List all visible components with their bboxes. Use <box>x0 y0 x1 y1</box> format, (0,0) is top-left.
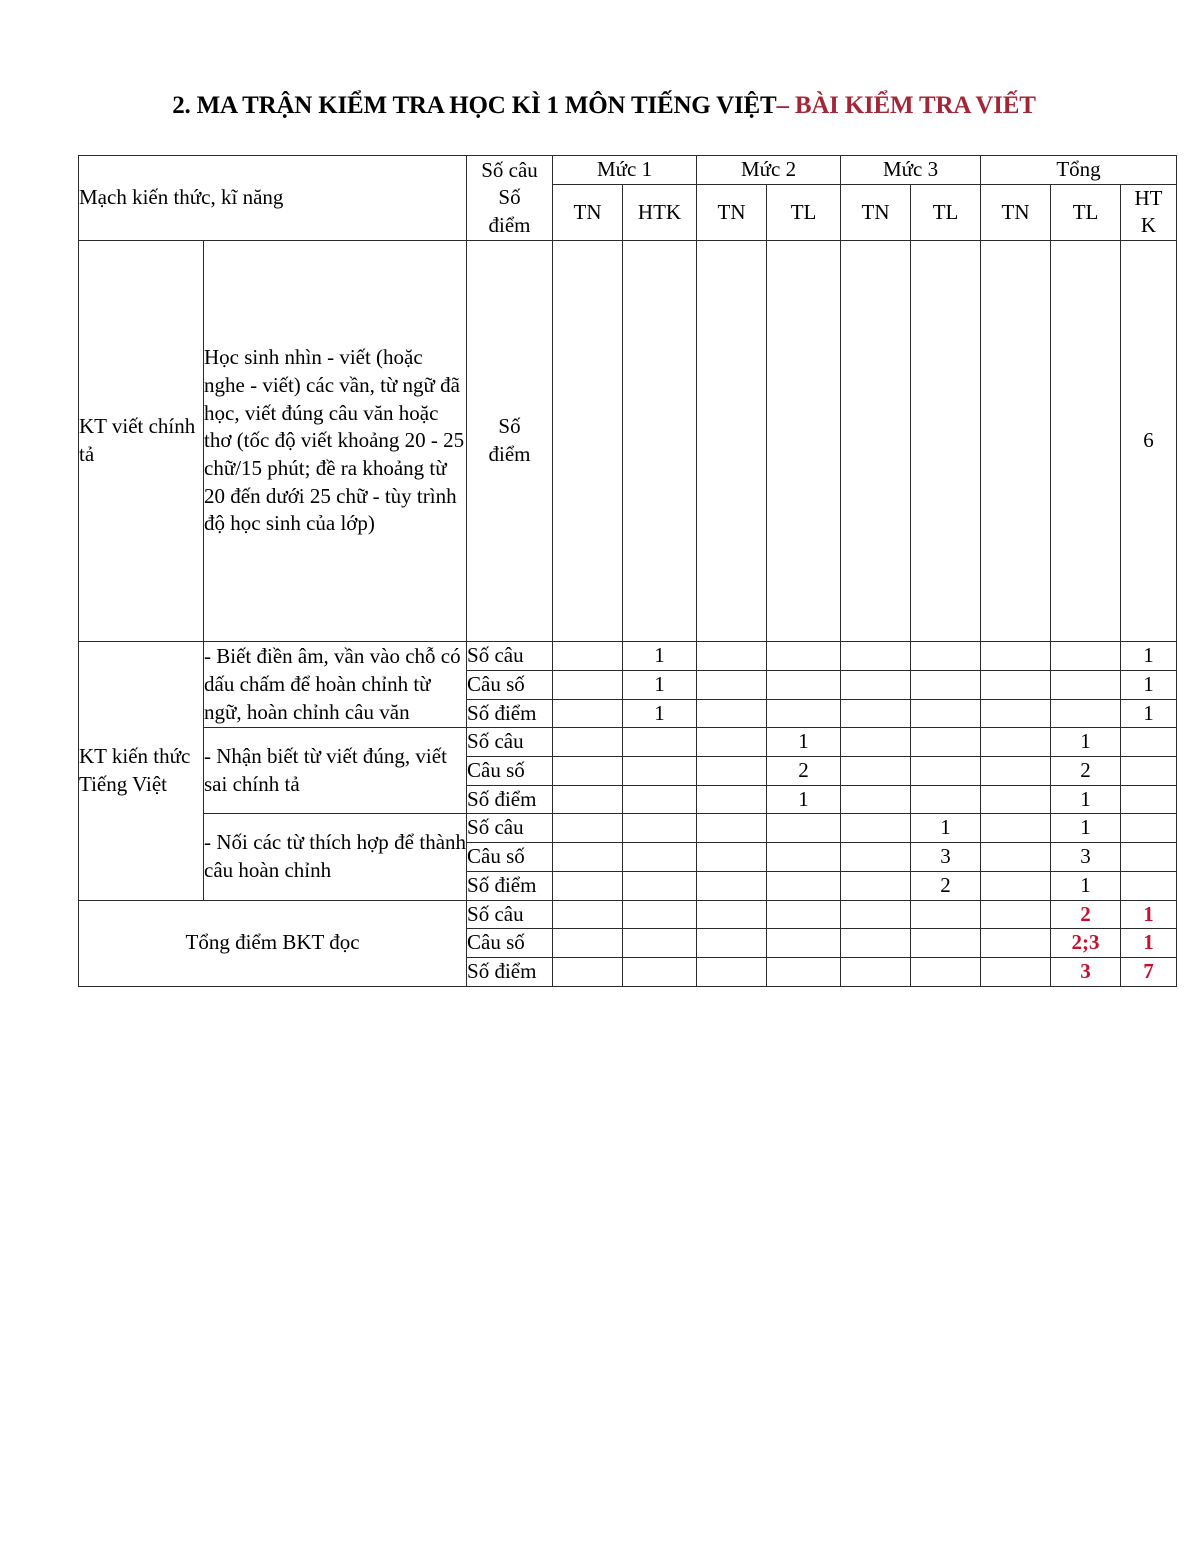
cell-muc2-tn <box>697 642 767 671</box>
cell-muc3-tn <box>841 699 911 728</box>
row-label-so-cau: Số câu <box>467 728 553 757</box>
cell-muc3-tl <box>911 241 981 642</box>
cell-muc1-htk <box>623 728 697 757</box>
header-sub-muc2-tl: TL <box>767 184 841 240</box>
row-label-so-diem <box>467 241 553 642</box>
cell-tong-tn <box>981 642 1051 671</box>
cell-muc1-htk <box>623 929 697 958</box>
cell-muc2-tn <box>697 814 767 843</box>
cell-muc3-tl <box>911 642 981 671</box>
cell-muc1-tn <box>553 843 623 872</box>
row-label-cau-so: Câu số <box>467 843 553 872</box>
section-name-kt-viet-chinh-ta: KT viết chính tả <box>79 241 204 642</box>
cell-muc3-tl: 2 <box>911 871 981 900</box>
total-row-name: Tổng điểm BKT đọc <box>79 900 467 986</box>
cell-muc3-tl: 3 <box>911 843 981 872</box>
cell-muc3-tl <box>911 757 981 786</box>
cell-muc1-htk <box>623 814 697 843</box>
cell-muc3-tl <box>911 728 981 757</box>
header-sub-muc1-tn: TN <box>553 184 623 240</box>
cell-muc3-tn <box>841 843 911 872</box>
cell-muc3-tl <box>911 670 981 699</box>
cell-muc3-tn <box>841 728 911 757</box>
cell-muc2-tl <box>767 871 841 900</box>
cell-muc1-tn <box>553 929 623 958</box>
cell-muc2-tl <box>767 929 841 958</box>
cell-tong-tl: 2;3 <box>1051 929 1121 958</box>
cell-muc3-tn <box>841 241 911 642</box>
cell-muc2-tn <box>697 670 767 699</box>
cell-muc3-tn <box>841 929 911 958</box>
header-sub-tong-htk-line1: HT <box>1134 185 1163 210</box>
cell-tong-tl: 3 <box>1051 958 1121 987</box>
cell-tong-tn <box>981 843 1051 872</box>
row-label-so-cau: Số câu <box>467 642 553 671</box>
cell-muc2-tl: 1 <box>767 728 841 757</box>
header-sub-muc3-tl: TL <box>911 184 981 240</box>
cell-muc1-tn <box>553 241 623 642</box>
cell-muc2-tn <box>697 699 767 728</box>
cell-tong-htk: 6 <box>1121 241 1177 642</box>
row-label-line1: Số <box>498 414 521 439</box>
page-title-separator: – <box>776 92 795 119</box>
cell-tong-htk: 1 <box>1121 699 1177 728</box>
cell-muc1-tn <box>553 958 623 987</box>
cell-tong-tl <box>1051 642 1121 671</box>
cell-muc2-tl <box>767 843 841 872</box>
block-description-2: - Nối các từ thích hợp để thành câu hoàn chỉnh <box>204 814 467 900</box>
cell-muc1-tn <box>553 699 623 728</box>
cell-tong-tn <box>981 757 1051 786</box>
cell-tong-tn <box>981 728 1051 757</box>
cell-tong-tl <box>1051 699 1121 728</box>
table-row <box>79 642 1177 671</box>
cell-muc3-tn <box>841 814 911 843</box>
table-row <box>79 728 1177 757</box>
cell-muc2-tl <box>767 670 841 699</box>
cell-muc2-tl <box>767 699 841 728</box>
table-row <box>79 814 1177 843</box>
cell-muc1-htk <box>623 871 697 900</box>
header-group-muc-2: Mức 2 <box>697 156 841 185</box>
section-name-kt-kien-thuc-tieng-viet: KT kiến thức Tiếng Việt <box>79 642 204 900</box>
cell-tong-tl: 1 <box>1051 728 1121 757</box>
row-label-so-diem: Số điểm <box>467 871 553 900</box>
cell-muc1-tn <box>553 900 623 929</box>
cell-muc2-tl <box>767 241 841 642</box>
cell-muc2-tn <box>697 871 767 900</box>
row-label-so-diem: Số điểm <box>467 699 553 728</box>
cell-tong-htk <box>1121 843 1177 872</box>
row-label-cau-so: Câu số <box>467 757 553 786</box>
header-sub-muc2-tn: TN <box>697 184 767 240</box>
cell-tong-htk: 1 <box>1121 642 1177 671</box>
header-sub-muc3-tn: TN <box>841 184 911 240</box>
cell-tong-tl: 1 <box>1051 814 1121 843</box>
cell-muc1-htk <box>623 958 697 987</box>
header-sub-tong-htk <box>1121 184 1177 240</box>
cell-tong-tn <box>981 929 1051 958</box>
cell-tong-tn <box>981 670 1051 699</box>
exam-matrix-table <box>78 155 1177 987</box>
cell-tong-htk <box>1121 728 1177 757</box>
cell-muc3-tn <box>841 958 911 987</box>
cell-muc3-tl <box>911 785 981 814</box>
table-row <box>79 900 1177 929</box>
cell-muc2-tn <box>697 843 767 872</box>
cell-muc3-tn <box>841 871 911 900</box>
page-title-black: 2. MA TRẬN KIỂM TRA HỌC KÌ 1 MÔN TIẾNG VIỆT <box>172 92 777 119</box>
cell-muc1-htk <box>623 785 697 814</box>
cell-tong-tn <box>981 814 1051 843</box>
cell-muc1-htk <box>623 757 697 786</box>
cell-tong-tl <box>1051 241 1121 642</box>
header-sub-tong-htk-line2: K <box>1140 213 1157 238</box>
block-description-1: - Nhận biết từ viết đúng, viết sai chính tả <box>204 728 467 814</box>
cell-muc3-tn <box>841 757 911 786</box>
cell-muc3-tl <box>911 900 981 929</box>
cell-muc1-tn <box>553 757 623 786</box>
cell-muc1-tn <box>553 728 623 757</box>
row-label-cau-so: Câu số <box>467 670 553 699</box>
cell-tong-tn <box>981 785 1051 814</box>
cell-muc3-tn <box>841 900 911 929</box>
header-so-cau-line2: Số <box>498 185 521 210</box>
cell-tong-tn <box>981 699 1051 728</box>
row-label-so-cau: Số câu <box>467 900 553 929</box>
cell-muc2-tn <box>697 757 767 786</box>
cell-tong-htk: 1 <box>1121 670 1177 699</box>
header-so-cau-line1: Số câu <box>481 157 538 182</box>
cell-muc1-htk: 1 <box>623 670 697 699</box>
cell-tong-tl: 1 <box>1051 785 1121 814</box>
cell-muc1-htk <box>623 843 697 872</box>
table-row <box>79 241 1177 642</box>
cell-muc3-tn <box>841 785 911 814</box>
cell-muc1-tn <box>553 871 623 900</box>
cell-muc2-tn <box>697 241 767 642</box>
header-sub-tong-tl: TL <box>1051 184 1121 240</box>
cell-muc1-htk: 1 <box>623 699 697 728</box>
cell-muc2-tl <box>767 958 841 987</box>
cell-muc2-tn <box>697 929 767 958</box>
header-sub-muc1-htk: HTK <box>623 184 697 240</box>
row-label-cau-so: Câu số <box>467 929 553 958</box>
page-title <box>78 92 1130 120</box>
cell-muc3-tl <box>911 699 981 728</box>
header-group-muc-1: Mức 1 <box>553 156 697 185</box>
row-label-so-diem: Số điểm <box>467 958 553 987</box>
cell-muc1-tn <box>553 785 623 814</box>
cell-muc2-tn <box>697 785 767 814</box>
cell-tong-htk: 1 <box>1121 929 1177 958</box>
row-label-so-diem: Số điểm <box>467 785 553 814</box>
cell-tong-tl: 2 <box>1051 900 1121 929</box>
row-label-so-cau: Số câu <box>467 814 553 843</box>
cell-muc3-tn <box>841 642 911 671</box>
cell-muc2-tn <box>697 900 767 929</box>
cell-muc2-tl <box>767 814 841 843</box>
cell-muc1-tn <box>553 814 623 843</box>
cell-tong-tl: 2 <box>1051 757 1121 786</box>
section-description-kt-viet-chinh-ta: Học sinh nhìn - viết (hoặc nghe - viết) các vần, từ ngữ đã học, viết đúng câu văn hoặc thơ (tốc độ viết khoảng 20 - 25 chữ/15 phút; đề ra khoảng từ 20 đến dưới 25 chữ - tùy trình độ học sinh của lớp) <box>204 241 467 642</box>
row-label-line2: điểm <box>488 442 531 467</box>
cell-tong-tl: 1 <box>1051 871 1121 900</box>
cell-muc1-tn <box>553 642 623 671</box>
cell-tong-tn <box>981 241 1051 642</box>
header-group-muc-3: Mức 3 <box>841 156 981 185</box>
header-so-cau-line3: điểm <box>488 212 531 237</box>
cell-tong-tn <box>981 958 1051 987</box>
cell-muc3-tl <box>911 929 981 958</box>
cell-tong-tn <box>981 900 1051 929</box>
cell-tong-htk: 1 <box>1121 900 1177 929</box>
cell-muc1-htk <box>623 900 697 929</box>
cell-muc2-tn <box>697 728 767 757</box>
cell-muc3-tn <box>841 670 911 699</box>
cell-muc2-tn <box>697 958 767 987</box>
cell-tong-htk <box>1121 871 1177 900</box>
cell-muc2-tl: 2 <box>767 757 841 786</box>
cell-muc2-tl <box>767 900 841 929</box>
cell-muc2-tl <box>767 642 841 671</box>
cell-muc1-htk <box>623 241 697 642</box>
cell-tong-htk: 7 <box>1121 958 1177 987</box>
header-mach-kien-thuc: Mạch kiến thức, kĩ năng <box>79 156 467 241</box>
cell-muc2-tl: 1 <box>767 785 841 814</box>
cell-muc3-tl: 1 <box>911 814 981 843</box>
page-title-red: BÀI KIỂM TRA VIẾT <box>794 92 1036 119</box>
table-header-row-groups <box>79 156 1177 185</box>
cell-muc3-tl <box>911 958 981 987</box>
cell-tong-htk <box>1121 814 1177 843</box>
header-so-cau-so-diem <box>467 156 553 241</box>
cell-tong-htk <box>1121 757 1177 786</box>
cell-muc1-tn <box>553 670 623 699</box>
cell-muc1-htk: 1 <box>623 642 697 671</box>
block-description-0: - Biết điền âm, vần vào chỗ có dấu chấm để hoàn chỉnh từ ngữ, hoàn chỉnh câu văn <box>204 642 467 728</box>
header-sub-tong-tn: TN <box>981 184 1051 240</box>
cell-tong-tl <box>1051 670 1121 699</box>
cell-tong-htk <box>1121 785 1177 814</box>
cell-tong-tl: 3 <box>1051 843 1121 872</box>
cell-tong-tn <box>981 871 1051 900</box>
header-group-tong: Tổng <box>981 156 1177 185</box>
